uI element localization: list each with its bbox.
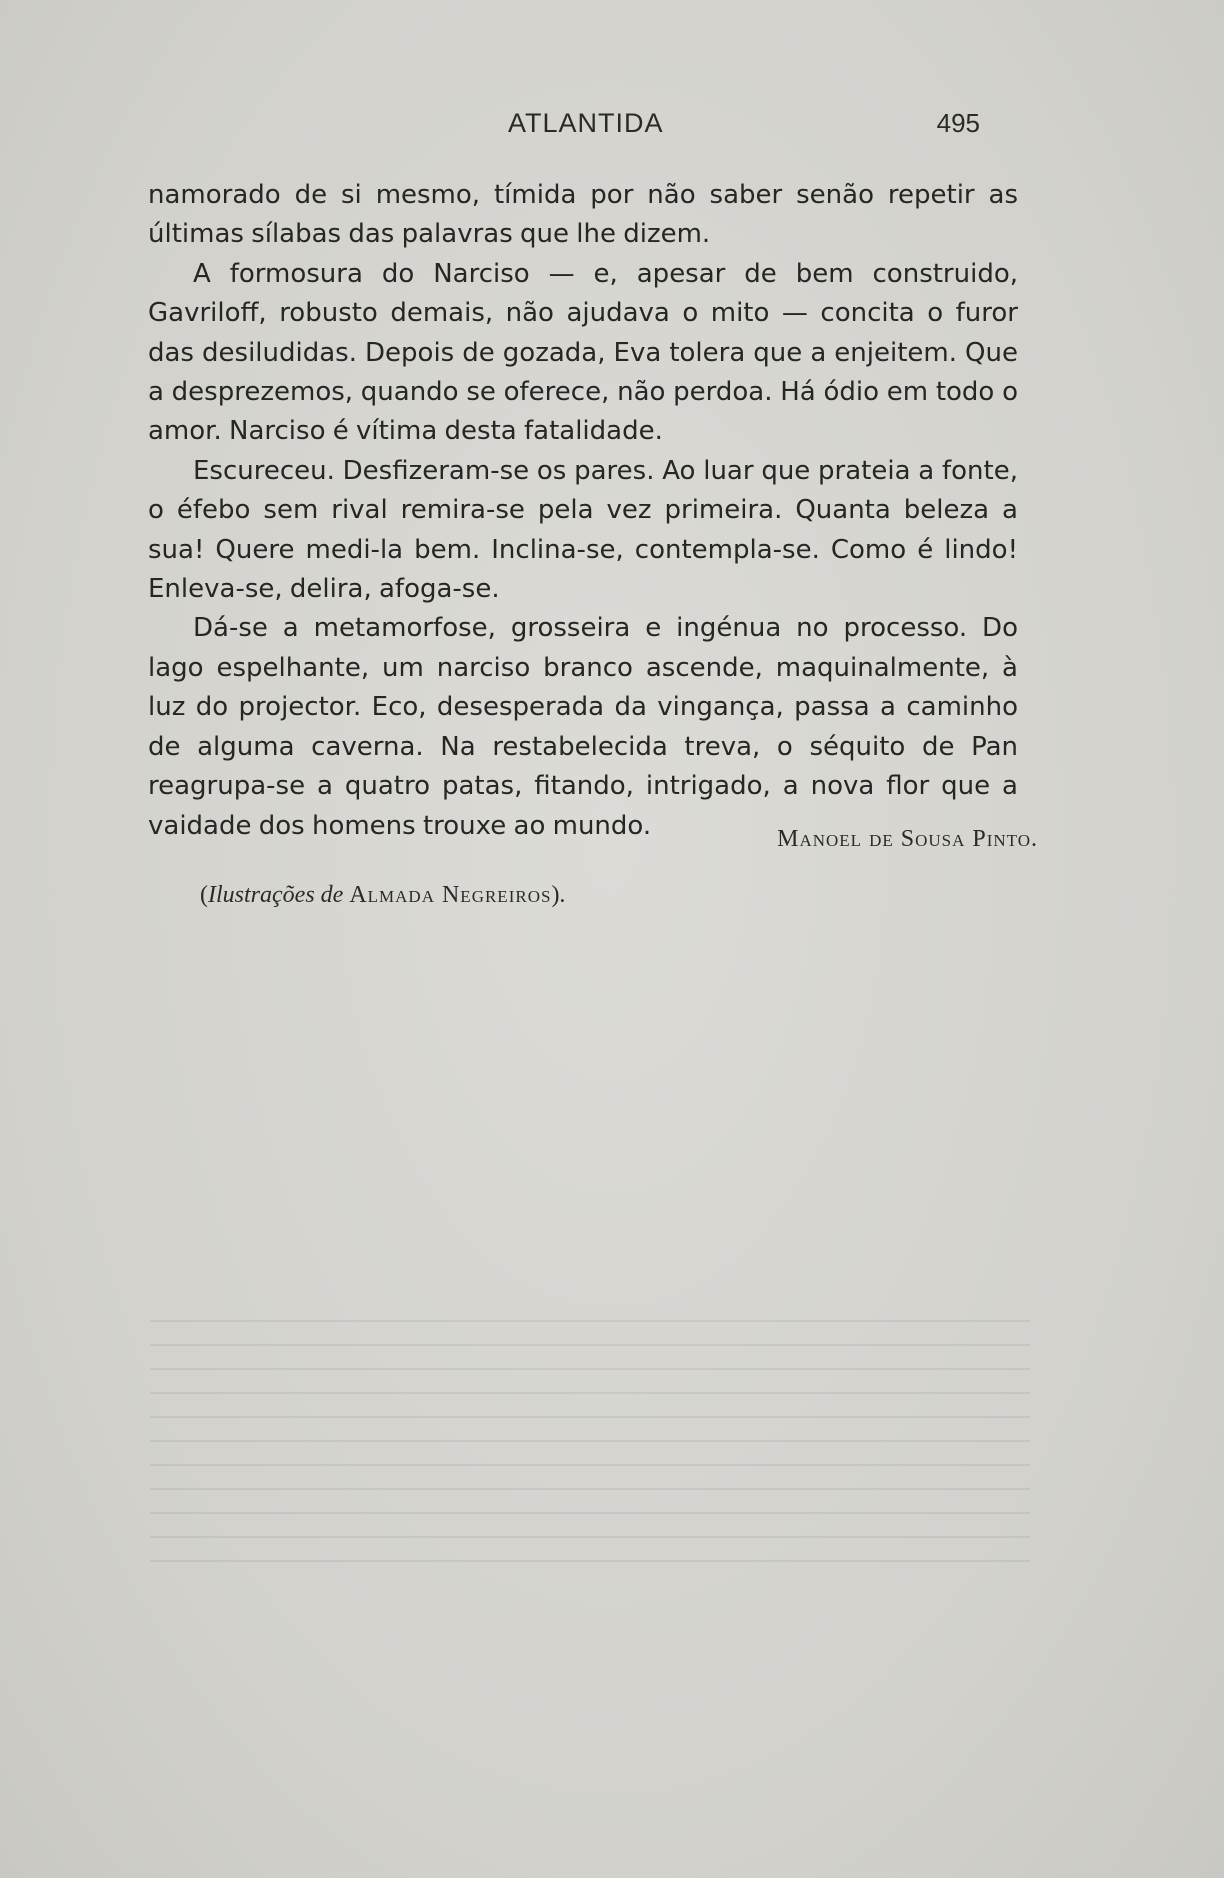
paragraph-1: namorado de si mesmo, tímida por não saber senão repetir as últimas sílabas das palavras que lhe dizem. <box>148 180 1018 250</box>
running-title: ATLANTIDA <box>508 108 664 138</box>
credit-open-paren: ( <box>200 882 208 908</box>
author-signature: Manoel de Sousa Pinto. <box>777 826 1038 852</box>
paragraph-4: Dá-se a metamorfose, grosseira e ingénua no processo. Do lago espelhante, um narciso branco ascende, maquinalmente, à luz do projector. Eco, desesperada da vingança, passa a caminho de alguma caverna. Na restabelecida treva, o séquito de Pan reagrupa-se a quatro patas, fitando, intrigado, a nova flor que a vaidade dos homens trouxe ao mundo. <box>148 613 1018 841</box>
body-text <box>148 176 1018 846</box>
credit-italic: Ilustrações de <box>208 882 344 908</box>
credit-name: Almada Negreiros <box>349 882 552 908</box>
paragraph-3: Escureceu. Desfizeram-se os pares. Ao luar que prateia a fonte, o éfebo sem rival remira-se pela vez primeira. Quanta beleza a sua! Quere medi-la bem. Inclina-se, contempla-se. Como é lindo! Enleva-se, delira, afoga-se. <box>148 455 1018 605</box>
bleed-through-texture <box>150 1320 1030 1660</box>
page-header <box>150 108 980 144</box>
page-number: 495 <box>936 108 980 138</box>
illustration-credit <box>200 882 565 909</box>
paragraph-2: A formosura do Narciso — e, apesar de bem construido, Gavriloff, robusto demais, não ajudava o mito — concita o furor das desiludidas. Depois de gozada, Eva tolera que a enjeitem. Que a desprezemos, quando se oferece, não perdoa. Há ódio em todo o amor. Narciso é vítima desta fatalidade. <box>148 258 1018 447</box>
credit-close-paren: ). <box>551 882 566 908</box>
